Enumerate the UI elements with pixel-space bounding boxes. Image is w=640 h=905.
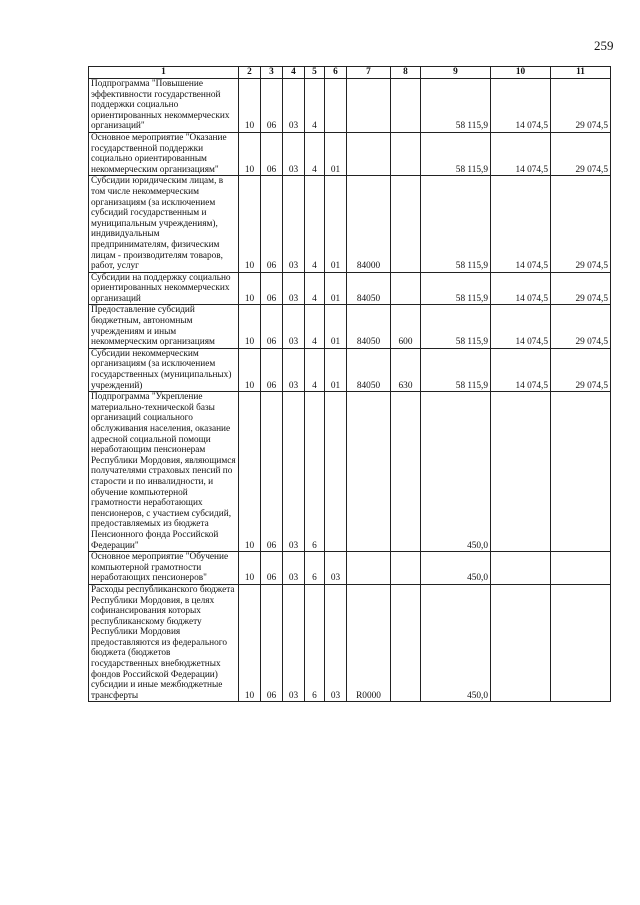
amount-cell: 14 074,5 xyxy=(491,272,551,305)
section-cell: 10 xyxy=(239,305,261,348)
activity-cell: 03 xyxy=(325,584,347,702)
section-cell: 10 xyxy=(239,552,261,585)
table-row xyxy=(89,132,611,175)
amount-cell: 14 074,5 xyxy=(491,132,551,175)
direction-code-cell xyxy=(347,132,391,175)
amount-cell: 29 074,5 xyxy=(551,79,611,133)
amount-cell: 14 074,5 xyxy=(491,176,551,272)
direction-code-cell: R0000 xyxy=(347,584,391,702)
program-cell: 03 xyxy=(283,79,305,133)
subsection-cell: 06 xyxy=(261,392,283,552)
activity-cell: 01 xyxy=(325,176,347,272)
page-number: 259 xyxy=(594,38,614,53)
section-cell: 10 xyxy=(239,176,261,272)
amount-cell: 29 074,5 xyxy=(551,305,611,348)
subprogram-cell: 4 xyxy=(305,132,325,175)
program-cell: 03 xyxy=(283,584,305,702)
amount-cell: 450,0 xyxy=(421,584,491,702)
row-name-cell: Основное мероприятие "Оказание государственной поддержки социально ориентированным некоммерческим организациям" xyxy=(89,132,239,175)
column-header: 9 xyxy=(421,67,491,79)
row-name-cell: Подпрограмма "Укрепление материально-технической базы организаций социального обслуживания населения, оказание адресной социальной помощи неработающим пенсионерам Республики Мордовия, являющимся получателями страховых пенсий по старости и по инвалидности, и обучение компьютерной грамотности неработающих пенсионеров, с участием субсидий, предоставляемых из бюджета Пенсионного фонда Российской Федерации" xyxy=(89,392,239,552)
subprogram-cell: 4 xyxy=(305,348,325,391)
row-name-cell: Предоставление субсидий бюджетным, автономным учреждениям и иным некоммерческим организациям xyxy=(89,305,239,348)
table-row xyxy=(89,272,611,305)
amount-cell: 14 074,5 xyxy=(491,305,551,348)
expense-type-cell: 600 xyxy=(391,305,421,348)
subsection-cell: 06 xyxy=(261,348,283,391)
table-row xyxy=(89,392,611,552)
amount-cell: 14 074,5 xyxy=(491,348,551,391)
amount-cell: 450,0 xyxy=(421,552,491,585)
subsection-cell: 06 xyxy=(261,132,283,175)
table-row xyxy=(89,584,611,702)
subsection-cell: 06 xyxy=(261,305,283,348)
amount-cell: 58 115,9 xyxy=(421,305,491,348)
amount-cell: 29 074,5 xyxy=(551,132,611,175)
program-cell: 03 xyxy=(283,272,305,305)
amount-cell xyxy=(551,584,611,702)
column-header: 7 xyxy=(347,67,391,79)
amount-cell: 58 115,9 xyxy=(421,272,491,305)
subprogram-cell: 6 xyxy=(305,584,325,702)
program-cell: 03 xyxy=(283,132,305,175)
amount-cell xyxy=(551,552,611,585)
subprogram-cell: 6 xyxy=(305,552,325,585)
expense-type-cell xyxy=(391,392,421,552)
amount-cell xyxy=(491,552,551,585)
table-row xyxy=(89,305,611,348)
section-cell: 10 xyxy=(239,392,261,552)
expense-type-cell xyxy=(391,272,421,305)
program-cell: 03 xyxy=(283,552,305,585)
subprogram-cell: 4 xyxy=(305,305,325,348)
direction-code-cell: 84050 xyxy=(347,305,391,348)
row-name-cell: Основное мероприятие "Обучение компьютерной грамотности неработающих пенсионеров" xyxy=(89,552,239,585)
column-header: 10 xyxy=(491,67,551,79)
budget-table xyxy=(88,66,611,702)
direction-code-cell xyxy=(347,79,391,133)
direction-code-cell xyxy=(347,552,391,585)
subprogram-cell: 4 xyxy=(305,176,325,272)
amount-cell xyxy=(551,392,611,552)
row-name-cell: Подпрограмма "Повышение эффективности государственной поддержки социально ориентированных некоммерческих организаций" xyxy=(89,79,239,133)
subprogram-cell: 6 xyxy=(305,392,325,552)
activity-cell xyxy=(325,392,347,552)
table-body xyxy=(89,79,611,702)
row-name-cell: Субсидии некоммерческим организациям (за исключением государственных (муниципальных) учреждений) xyxy=(89,348,239,391)
program-cell: 03 xyxy=(283,348,305,391)
table-row xyxy=(89,348,611,391)
table-row xyxy=(89,176,611,272)
amount-cell: 58 115,9 xyxy=(421,79,491,133)
section-cell: 10 xyxy=(239,79,261,133)
amount-cell xyxy=(491,392,551,552)
expense-type-cell xyxy=(391,79,421,133)
direction-code-cell: 84000 xyxy=(347,176,391,272)
amount-cell: 58 115,9 xyxy=(421,176,491,272)
amount-cell xyxy=(491,584,551,702)
section-cell: 10 xyxy=(239,584,261,702)
expense-type-cell xyxy=(391,552,421,585)
column-header: 11 xyxy=(551,67,611,79)
amount-cell: 450,0 xyxy=(421,392,491,552)
direction-code-cell: 84050 xyxy=(347,272,391,305)
subsection-cell: 06 xyxy=(261,176,283,272)
expense-type-cell: 630 xyxy=(391,348,421,391)
amount-cell: 29 074,5 xyxy=(551,348,611,391)
row-name-cell: Субсидии юридическим лицам, в том числе некоммерческим организациям (за исключением субсидий государственным и муниципальным учреждениям), индивидуальным предпринимателям, физическим лицам - производителям товаров, работ, услуг xyxy=(89,176,239,272)
direction-code-cell xyxy=(347,392,391,552)
section-cell: 10 xyxy=(239,348,261,391)
subsection-cell: 06 xyxy=(261,584,283,702)
subsection-cell: 06 xyxy=(261,272,283,305)
direction-code-cell: 84050 xyxy=(347,348,391,391)
amount-cell: 58 115,9 xyxy=(421,348,491,391)
amount-cell: 29 074,5 xyxy=(551,272,611,305)
subprogram-cell: 4 xyxy=(305,79,325,133)
activity-cell: 03 xyxy=(325,552,347,585)
activity-cell: 01 xyxy=(325,348,347,391)
column-header: 4 xyxy=(283,67,305,79)
activity-cell: 01 xyxy=(325,132,347,175)
program-cell: 03 xyxy=(283,305,305,348)
row-name-cell: Субсидии на поддержку социально ориентированных некоммерческих организаций xyxy=(89,272,239,305)
column-header: 2 xyxy=(239,67,261,79)
activity-cell xyxy=(325,79,347,133)
amount-cell: 58 115,9 xyxy=(421,132,491,175)
section-cell: 10 xyxy=(239,272,261,305)
program-cell: 03 xyxy=(283,392,305,552)
column-header: 8 xyxy=(391,67,421,79)
expense-type-cell xyxy=(391,132,421,175)
program-cell: 03 xyxy=(283,176,305,272)
expense-type-cell xyxy=(391,176,421,272)
table-row xyxy=(89,79,611,133)
subprogram-cell: 4 xyxy=(305,272,325,305)
subsection-cell: 06 xyxy=(261,552,283,585)
section-cell: 10 xyxy=(239,132,261,175)
activity-cell: 01 xyxy=(325,305,347,348)
row-name-cell: Расходы республиканского бюджета Республики Мордовия, в целях софинансирования которых республиканскому бюджету Республики Мордовия предоставляются из федерального бюджета (бюджетов государственных внебюджетных фондов Российской Федерации) субсидии и иные межбюджетные трансферты xyxy=(89,584,239,702)
column-header: 3 xyxy=(261,67,283,79)
table-row xyxy=(89,552,611,585)
header-row xyxy=(89,67,611,79)
expense-type-cell xyxy=(391,584,421,702)
column-header: 1 xyxy=(89,67,239,79)
amount-cell: 14 074,5 xyxy=(491,79,551,133)
subsection-cell: 06 xyxy=(261,79,283,133)
amount-cell: 29 074,5 xyxy=(551,176,611,272)
column-header: 6 xyxy=(325,67,347,79)
activity-cell: 01 xyxy=(325,272,347,305)
column-header: 5 xyxy=(305,67,325,79)
